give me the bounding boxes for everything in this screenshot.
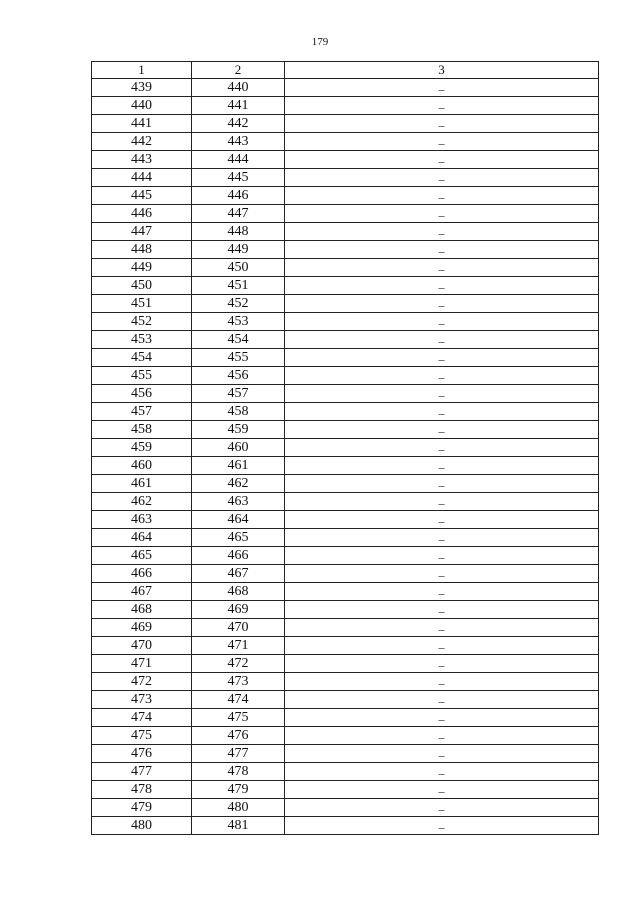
table-cell-col-2: 479 (192, 781, 285, 799)
table-cell-col-2: 465 (192, 529, 285, 547)
table-row (92, 691, 599, 709)
table-cell-col-3 (285, 493, 599, 511)
table-cell-col-2: 463 (192, 493, 285, 511)
table-cell-col-3 (285, 313, 599, 331)
dash-value: – (438, 676, 445, 690)
table-cell-col-2: 449 (192, 241, 285, 259)
table-cell-col-1: 443 (92, 151, 192, 169)
dash-value: – (438, 154, 445, 168)
table-row (92, 241, 599, 259)
dash-value: – (438, 784, 445, 798)
table-cell-col-1: 460 (92, 457, 192, 475)
table-cell-col-2: 440 (192, 79, 285, 97)
table-cell-col-1: 468 (92, 601, 192, 619)
table-row (92, 421, 599, 439)
table-cell-col-3 (285, 655, 599, 673)
column-header-1: 1 (92, 62, 192, 79)
table-row (92, 637, 599, 655)
table-header (92, 62, 599, 79)
table-cell-col-3 (285, 187, 599, 205)
table-cell-col-2: 453 (192, 313, 285, 331)
column-header-2: 2 (192, 62, 285, 79)
dash-value: – (438, 622, 445, 636)
table-row (92, 187, 599, 205)
table-cell-col-1: 440 (92, 97, 192, 115)
table-cell-col-1: 450 (92, 277, 192, 295)
table-row (92, 565, 599, 583)
table-row (92, 313, 599, 331)
table-cell-col-2: 444 (192, 151, 285, 169)
table-cell-col-1: 461 (92, 475, 192, 493)
dash-value: – (438, 118, 445, 132)
table-cell-col-1: 448 (92, 241, 192, 259)
dash-value: – (438, 802, 445, 816)
table-cell-col-1: 474 (92, 709, 192, 727)
table-cell-col-1: 457 (92, 403, 192, 421)
table-cell-col-1: 479 (92, 799, 192, 817)
dash-value: – (438, 262, 445, 276)
table-cell-col-3 (285, 133, 599, 151)
dash-value: – (438, 568, 445, 582)
dash-value: – (438, 586, 445, 600)
dash-value: – (438, 244, 445, 258)
table-cell-col-2: 457 (192, 385, 285, 403)
dash-value: – (438, 316, 445, 330)
table-cell-col-2: 454 (192, 331, 285, 349)
dash-value: – (438, 532, 445, 546)
table-cell-col-2: 469 (192, 601, 285, 619)
table-cell-col-2: 467 (192, 565, 285, 583)
column-header-3: 3 (285, 62, 599, 79)
dash-value: – (438, 298, 445, 312)
dash-value: – (438, 694, 445, 708)
dash-value: – (438, 712, 445, 726)
table-cell-col-3 (285, 511, 599, 529)
table-cell-col-3 (285, 205, 599, 223)
table-cell-col-3 (285, 547, 599, 565)
table-cell-col-1: 480 (92, 817, 192, 835)
table-row (92, 403, 599, 421)
table-cell-col-2: 478 (192, 763, 285, 781)
dash-value: – (438, 442, 445, 456)
table-row (92, 709, 599, 727)
table-cell-col-3 (285, 403, 599, 421)
table-cell-col-1: 471 (92, 655, 192, 673)
table-cell-col-1: 455 (92, 367, 192, 385)
table-body (92, 79, 599, 835)
table-row (92, 133, 599, 151)
table-cell-col-1: 439 (92, 79, 192, 97)
table-cell-col-2: 441 (192, 97, 285, 115)
table-cell-col-1: 478 (92, 781, 192, 799)
table-cell-col-3 (285, 457, 599, 475)
table-cell-col-2: 470 (192, 619, 285, 637)
table-cell-col-2: 466 (192, 547, 285, 565)
dash-value: – (438, 514, 445, 528)
table-cell-col-2: 474 (192, 691, 285, 709)
table-cell-col-3 (285, 151, 599, 169)
table-cell-col-3 (285, 385, 599, 403)
table-cell-col-1: 476 (92, 745, 192, 763)
table-cell-col-2: 471 (192, 637, 285, 655)
page-number: 179 (311, 36, 329, 48)
dash-value: – (438, 352, 445, 366)
table-cell-col-2: 473 (192, 673, 285, 691)
dash-value: – (438, 550, 445, 564)
table-row (92, 601, 599, 619)
dash-value: – (438, 208, 445, 222)
table-row (92, 511, 599, 529)
header-row (92, 62, 599, 79)
table-cell-col-2: 458 (192, 403, 285, 421)
table-row (92, 115, 599, 133)
table-cell-col-1: 458 (92, 421, 192, 439)
table-cell-col-3 (285, 619, 599, 637)
table-cell-col-3 (285, 367, 599, 385)
table-cell-col-3 (285, 691, 599, 709)
dash-value: – (438, 226, 445, 240)
table-cell-col-3 (285, 79, 599, 97)
dash-value: – (438, 478, 445, 492)
dash-value: – (438, 766, 445, 780)
dash-value: – (438, 82, 445, 96)
table-cell-col-3 (285, 583, 599, 601)
table-row (92, 475, 599, 493)
table-row (92, 493, 599, 511)
table-cell-col-3 (285, 565, 599, 583)
table-cell-col-1: 469 (92, 619, 192, 637)
table-cell-col-3 (285, 439, 599, 457)
table-row (92, 763, 599, 781)
table-cell-col-2: 462 (192, 475, 285, 493)
table-cell-col-3 (285, 529, 599, 547)
table-cell-col-3 (285, 223, 599, 241)
table-cell-col-2: 459 (192, 421, 285, 439)
table-cell-col-3 (285, 277, 599, 295)
table-cell-col-3 (285, 259, 599, 277)
data-table (91, 61, 599, 835)
dash-value: – (438, 280, 445, 294)
table-cell-col-1: 465 (92, 547, 192, 565)
table-cell-col-1: 447 (92, 223, 192, 241)
table-cell-col-1: 453 (92, 331, 192, 349)
table-cell-col-3 (285, 331, 599, 349)
dash-value: – (438, 406, 445, 420)
table-cell-col-3 (285, 169, 599, 187)
dash-value: – (438, 172, 445, 186)
table-row (92, 151, 599, 169)
dash-value: – (438, 460, 445, 474)
table-cell-col-1: 462 (92, 493, 192, 511)
table-cell-col-2: 443 (192, 133, 285, 151)
table-cell-col-2: 446 (192, 187, 285, 205)
table-cell-col-1: 444 (92, 169, 192, 187)
table-cell-col-1: 442 (92, 133, 192, 151)
table-cell-col-1: 470 (92, 637, 192, 655)
table-cell-col-2: 468 (192, 583, 285, 601)
table-cell-col-3 (285, 475, 599, 493)
table-cell-col-3 (285, 421, 599, 439)
table-row (92, 547, 599, 565)
table-cell-col-1: 466 (92, 565, 192, 583)
table-cell-col-1: 477 (92, 763, 192, 781)
table-cell-col-3 (285, 799, 599, 817)
table-row (92, 277, 599, 295)
table-cell-col-2: 451 (192, 277, 285, 295)
dash-value: – (438, 334, 445, 348)
table-cell-col-3 (285, 97, 599, 115)
table-row (92, 817, 599, 835)
table-cell-col-2: 476 (192, 727, 285, 745)
table-row (92, 655, 599, 673)
dash-value: – (438, 496, 445, 510)
table-cell-col-3 (285, 709, 599, 727)
table-cell-col-2: 477 (192, 745, 285, 763)
dash-value: – (438, 658, 445, 672)
table-row (92, 457, 599, 475)
table-row (92, 349, 599, 367)
dash-value: – (438, 190, 445, 204)
dash-value: – (438, 640, 445, 654)
table-cell-col-3 (285, 601, 599, 619)
table-cell-col-3 (285, 673, 599, 691)
table-row (92, 331, 599, 349)
table-row (92, 367, 599, 385)
table-cell-col-2: 455 (192, 349, 285, 367)
table-cell-col-3 (285, 727, 599, 745)
dash-value: – (438, 820, 445, 834)
table-cell-col-2: 442 (192, 115, 285, 133)
table-cell-col-1: 473 (92, 691, 192, 709)
table-cell-col-1: 454 (92, 349, 192, 367)
table-cell-col-2: 481 (192, 817, 285, 835)
table-cell-col-1: 451 (92, 295, 192, 313)
table-cell-col-1: 467 (92, 583, 192, 601)
table-row (92, 781, 599, 799)
table-row (92, 583, 599, 601)
table-cell-col-2: 448 (192, 223, 285, 241)
table-row (92, 223, 599, 241)
table-cell-col-1: 456 (92, 385, 192, 403)
table-row (92, 673, 599, 691)
table-cell-col-3 (285, 241, 599, 259)
table-row (92, 529, 599, 547)
dash-value: – (438, 748, 445, 762)
table-row (92, 205, 599, 223)
table-row (92, 619, 599, 637)
dash-value: – (438, 370, 445, 384)
table-row (92, 385, 599, 403)
table-cell-col-1: 449 (92, 259, 192, 277)
table-cell-col-2: 461 (192, 457, 285, 475)
table-row (92, 97, 599, 115)
table-cell-col-3 (285, 781, 599, 799)
dash-value: – (438, 100, 445, 114)
table-row (92, 745, 599, 763)
table-cell-col-3 (285, 349, 599, 367)
table-cell-col-1: 452 (92, 313, 192, 331)
table-cell-col-3 (285, 763, 599, 781)
table-cell-col-2: 450 (192, 259, 285, 277)
table-row (92, 79, 599, 97)
table-cell-col-1: 441 (92, 115, 192, 133)
dash-value: – (438, 604, 445, 618)
table-cell-col-1: 464 (92, 529, 192, 547)
dash-value: – (438, 424, 445, 438)
table-cell-col-1: 446 (92, 205, 192, 223)
table-cell-col-2: 445 (192, 169, 285, 187)
table-row (92, 799, 599, 817)
table-row (92, 295, 599, 313)
table-cell-col-2: 475 (192, 709, 285, 727)
table-cell-col-2: 472 (192, 655, 285, 673)
table-cell-col-2: 480 (192, 799, 285, 817)
table-cell-col-2: 452 (192, 295, 285, 313)
table-cell-col-3 (285, 295, 599, 313)
dash-value: – (438, 730, 445, 744)
table-cell-col-2: 456 (192, 367, 285, 385)
table-row (92, 439, 599, 457)
table-cell-col-2: 447 (192, 205, 285, 223)
table-cell-col-3 (285, 115, 599, 133)
table-cell-col-1: 463 (92, 511, 192, 529)
dash-value: – (438, 136, 445, 150)
table-cell-col-1: 459 (92, 439, 192, 457)
table-cell-col-3 (285, 745, 599, 763)
table-cell-col-3 (285, 817, 599, 835)
table-cell-col-2: 460 (192, 439, 285, 457)
table-cell-col-3 (285, 637, 599, 655)
table-cell-col-1: 472 (92, 673, 192, 691)
table-row (92, 259, 599, 277)
dash-value: – (438, 388, 445, 402)
table-cell-col-1: 445 (92, 187, 192, 205)
table-row (92, 727, 599, 745)
table-cell-col-1: 475 (92, 727, 192, 745)
table-row (92, 169, 599, 187)
table-cell-col-2: 464 (192, 511, 285, 529)
